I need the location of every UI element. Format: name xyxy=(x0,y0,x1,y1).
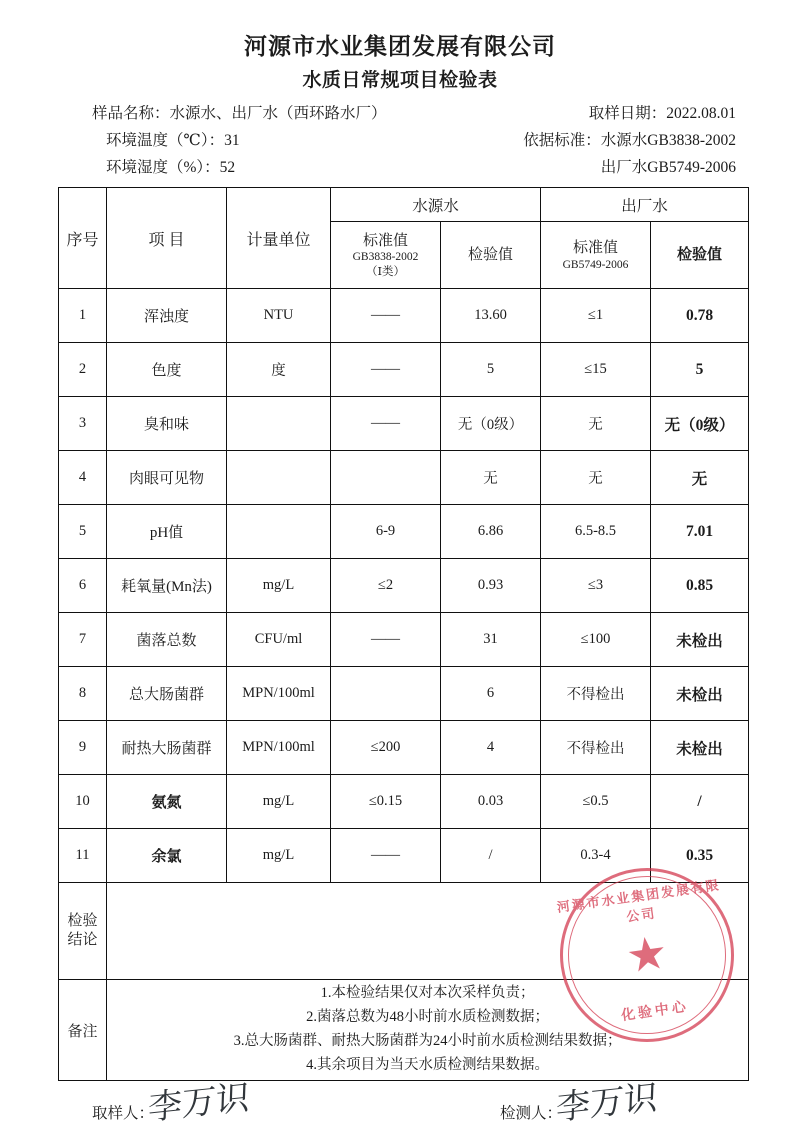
row-source-standard: —— xyxy=(331,343,441,397)
row-item: 耐热大肠菌群 xyxy=(107,721,227,775)
source-standard-main: 标准值 xyxy=(362,232,408,249)
row-no: 2 xyxy=(59,343,107,397)
row-source-standard: ≤2 xyxy=(331,559,441,613)
row-source-value: 0.93 xyxy=(441,559,541,613)
row-item: 菌落总数 xyxy=(107,613,227,667)
row-source-value: 4 xyxy=(441,721,541,775)
row-plant-value: / xyxy=(651,775,749,829)
sampler-signature-text: 李万识 xyxy=(147,1079,251,1128)
row-no: 10 xyxy=(59,775,107,829)
row-source-value: 无（0级） xyxy=(441,397,541,451)
col-header-no: 序号 xyxy=(59,188,107,289)
row-plant-value: 未检出 xyxy=(651,721,749,775)
row-no: 8 xyxy=(59,667,107,721)
row-plant-standard: 0.3-4 xyxy=(541,829,651,883)
standard-value-source: 水源水GB3838-2002 xyxy=(600,132,736,150)
row-source-standard: ≤0.15 xyxy=(331,775,441,829)
row-plant-standard: 不得检出 xyxy=(541,667,651,721)
row-item: 肉眼可见物 xyxy=(107,451,227,505)
row-no: 7 xyxy=(59,613,107,667)
sampling-date-value: 2022.08.01 xyxy=(666,105,736,122)
row-source-standard xyxy=(331,667,441,721)
stamp-bottom-text: 化验中心 xyxy=(620,999,690,1025)
tester-label: 检测人： xyxy=(500,1105,563,1123)
row-item: 总大肠菌群 xyxy=(107,667,227,721)
company-title: 河源市水业集团发展有限公司 xyxy=(244,34,556,59)
table-row xyxy=(59,289,749,343)
standard-value-plant: 出厂水GB5749-2006 xyxy=(600,159,736,177)
row-unit: mg/L xyxy=(227,829,331,883)
row-plant-value: 未检出 xyxy=(651,613,749,667)
sampler-signature-field xyxy=(92,1079,304,1128)
temperature-value: 31 xyxy=(224,132,240,150)
table-row xyxy=(59,775,749,829)
row-plant-standard: 6.5-8.5 xyxy=(541,505,651,559)
sample-name-value: 水源水、出厂水（西环路水厂） xyxy=(169,105,387,122)
conclusion-label-line2: 结论 xyxy=(67,932,98,949)
col-header-plant-value: 检验值 xyxy=(651,222,749,289)
table-row xyxy=(59,505,749,559)
table-head xyxy=(59,188,749,289)
stamp-top-text: 河源市水业集团发展有限公司 xyxy=(555,877,722,925)
meta-block xyxy=(58,100,742,187)
meta-row-sample xyxy=(92,100,736,127)
row-source-standard: —— xyxy=(331,613,441,667)
sample-name-label: 样品名称： xyxy=(92,105,170,122)
table-row xyxy=(59,721,749,775)
row-source-standard: —— xyxy=(331,397,441,451)
table-row xyxy=(59,613,749,667)
row-unit xyxy=(227,505,331,559)
conclusion-row xyxy=(59,883,749,980)
source-standard-code: GB3838-2002 xyxy=(352,251,419,264)
row-no: 1 xyxy=(59,289,107,343)
stamp-star-icon: ★ xyxy=(622,926,671,983)
sample-name-field xyxy=(92,100,387,127)
row-source-standard xyxy=(331,451,441,505)
source-standard-class: （Ⅰ类） xyxy=(365,265,406,278)
temperature-label: 环境温度（℃）： xyxy=(106,132,225,150)
meta-row-humidity xyxy=(92,154,736,181)
row-plant-value: 未检出 xyxy=(651,667,749,721)
plant-standard-code: GB5749-2006 xyxy=(562,258,629,271)
table-row xyxy=(59,343,749,397)
report-title: 水质日常规项目检验表 xyxy=(302,70,498,91)
row-item: 余氯 xyxy=(107,829,227,883)
row-item: 色度 xyxy=(107,343,227,397)
col-header-plant-standard xyxy=(541,222,651,289)
row-plant-value: 无（0级） xyxy=(651,397,749,451)
row-item: 浑浊度 xyxy=(107,289,227,343)
group-header-source-water: 水源水 xyxy=(331,188,541,222)
row-item: pH值 xyxy=(107,505,227,559)
row-plant-standard: ≤100 xyxy=(541,613,651,667)
plant-standard-main: 标准值 xyxy=(573,239,619,256)
row-unit: 度 xyxy=(227,343,331,397)
col-header-item: 项 目 xyxy=(107,188,227,289)
row-unit: mg/L xyxy=(227,559,331,613)
row-plant-value: 0.78 xyxy=(651,289,749,343)
row-plant-standard: ≤3 xyxy=(541,559,651,613)
row-unit: mg/L xyxy=(227,775,331,829)
row-source-value: 0.03 xyxy=(441,775,541,829)
humidity-value: 52 xyxy=(219,159,236,177)
remark-line: 2.菌落总数为48小时前水质检测数据； xyxy=(306,1009,549,1026)
row-plant-standard: ≤15 xyxy=(541,343,651,397)
signature-row xyxy=(58,1079,742,1128)
group-header-plant-water: 出厂水 xyxy=(541,188,749,222)
remark-label: 备注 xyxy=(59,980,107,1081)
row-plant-standard: 不得检出 xyxy=(541,721,651,775)
remark-line: 1.本检验结果仅对本次采样负责； xyxy=(320,985,535,1002)
sampler-signature xyxy=(147,1079,304,1128)
remark-content xyxy=(107,980,749,1081)
row-plant-value: 5 xyxy=(651,343,749,397)
tester-signature-field xyxy=(500,1079,712,1128)
row-source-value: 5 xyxy=(441,343,541,397)
row-plant-standard: ≤0.5 xyxy=(541,775,651,829)
table-row xyxy=(59,397,749,451)
table-row xyxy=(59,829,749,883)
row-unit: MPN/100ml xyxy=(227,667,331,721)
results-table xyxy=(58,187,749,1081)
row-no: 9 xyxy=(59,721,107,775)
table-group-header-row xyxy=(59,188,749,222)
row-unit: MPN/100ml xyxy=(227,721,331,775)
row-no: 5 xyxy=(59,505,107,559)
remark-row xyxy=(59,980,749,1081)
conclusion-content xyxy=(107,883,749,983)
row-source-standard: —— xyxy=(331,289,441,343)
remark-line: 3.总大肠菌群、耐热大肠菌群为24小时前水质检测结果数据； xyxy=(233,1033,622,1050)
remark-line: 4.其余项目为当天水质检测结果数据。 xyxy=(306,1057,549,1074)
row-source-value: / xyxy=(441,829,541,883)
row-plant-value: 0.35 xyxy=(651,829,749,883)
humidity-label: 环境湿度（%）： xyxy=(106,159,220,177)
row-plant-value: 无 xyxy=(651,451,749,505)
row-source-standard: —— xyxy=(331,829,441,883)
row-source-value: 6.86 xyxy=(441,505,541,559)
table-row xyxy=(59,451,749,505)
standard-label: 依据标准： xyxy=(523,132,601,150)
temperature-field xyxy=(92,127,240,154)
sampler-label: 取样人： xyxy=(92,1105,155,1123)
row-plant-value: 7.01 xyxy=(651,505,749,559)
row-item: 臭和味 xyxy=(107,397,227,451)
humidity-field xyxy=(92,154,235,181)
row-item: 耗氧量(Mn法) xyxy=(107,559,227,613)
row-plant-standard: ≤1 xyxy=(541,289,651,343)
row-source-value: 6 xyxy=(441,667,541,721)
row-unit: NTU xyxy=(227,289,331,343)
table-row xyxy=(59,559,749,613)
row-no: 6 xyxy=(59,559,107,613)
col-header-source-standard xyxy=(331,222,441,289)
col-header-unit: 计量单位 xyxy=(227,188,331,289)
meta-row-temperature xyxy=(92,127,736,154)
col-header-source-value: 检验值 xyxy=(441,222,541,289)
conclusion-label xyxy=(59,883,107,980)
standard-field xyxy=(523,127,736,154)
row-source-value: 无 xyxy=(441,451,541,505)
conclusion-label-line1: 检验 xyxy=(67,912,98,929)
row-no: 4 xyxy=(59,451,107,505)
row-plant-standard: 无 xyxy=(541,451,651,505)
table-row xyxy=(59,667,749,721)
tester-signature xyxy=(555,1079,712,1128)
table-body xyxy=(59,289,749,1081)
row-unit xyxy=(227,397,331,451)
row-no: 3 xyxy=(59,397,107,451)
row-item: 氨氮 xyxy=(107,775,227,829)
row-source-standard: 6-9 xyxy=(331,505,441,559)
tester-signature-text: 李万识 xyxy=(555,1079,659,1128)
row-unit xyxy=(227,451,331,505)
row-no: 11 xyxy=(59,829,107,883)
sampling-date-label: 取样日期： xyxy=(588,105,667,122)
row-source-standard: ≤200 xyxy=(331,721,441,775)
row-source-value: 31 xyxy=(441,613,541,667)
row-plant-value: 0.85 xyxy=(651,559,749,613)
row-source-value: 13.60 xyxy=(441,289,541,343)
row-plant-standard: 无 xyxy=(541,397,651,451)
sampling-date-field xyxy=(589,100,736,127)
row-unit: CFU/ml xyxy=(227,613,331,667)
